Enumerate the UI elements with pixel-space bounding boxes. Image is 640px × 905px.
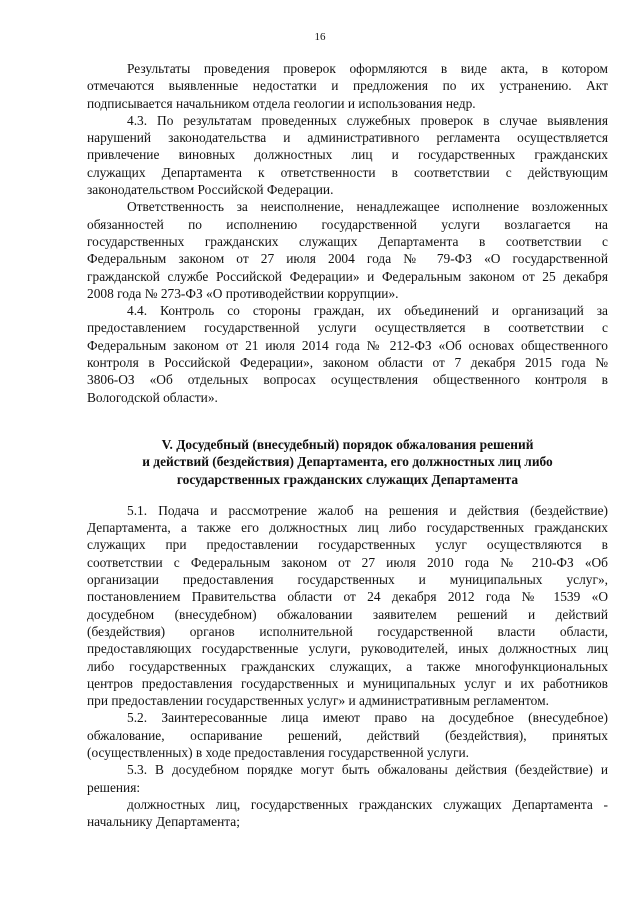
- paragraph-responsibility: [87, 198, 608, 302]
- text-line: нарушений законодательства и административного регламента осуществляется: [87, 130, 608, 146]
- text-line: подписывается начальником отдела геологии и использования недр.: [87, 95, 476, 111]
- heading-line: государственных гражданских служащих Департамента: [176, 471, 519, 487]
- heading-line: и действий (бездействия) Департамента, его должностных лиц либо: [142, 454, 553, 470]
- text-line: организации предоставления государственных и муниципальных услуг»,: [87, 572, 608, 588]
- text-line: отмечаются выявленные недостатки и предложения по их устранению. Акт: [87, 78, 608, 94]
- text-line: соответствии с Федеральным законом от 27 июля 2010 года № 210-ФЗ «Об: [87, 554, 608, 570]
- text-line: должностных лиц, государственных гражданских служащих Департамента -: [127, 796, 608, 812]
- text-line: начальнику Департамента;: [87, 814, 240, 830]
- document-body: [87, 60, 608, 830]
- spacer: [87, 488, 608, 502]
- text-line: привлечение виновных должностных лиц и государственных гражданских: [87, 147, 608, 163]
- text-line: законодательством Российской Федерации.: [87, 182, 334, 198]
- text-line: 5.1. Подача и рассмотрение жалоб на решения и действия (бездействие): [127, 502, 608, 518]
- text-line: 4.4. Контроль со стороны граждан, их объединений и организаций за: [127, 303, 608, 319]
- text-line: обязанностей по исполнению государственной услуги возлагается на: [87, 216, 608, 232]
- text-line: служащих при предоставлении государственных услуг осуществляются в: [87, 537, 608, 553]
- paragraph-4-4: [87, 302, 608, 406]
- text-line: 2008 года № 273-ФЗ «О противодействии коррупции».: [87, 285, 399, 301]
- text-line: служащих Департамента к ответственности в соответствии с действующим: [87, 164, 608, 180]
- text-line: (осуществленных) в ходе предоставления государственной услуги.: [87, 744, 469, 760]
- text-line: обжалование, оспаривание решений, действий (бездействия), принятых: [87, 727, 608, 743]
- text-line: 5.3. В досудебном порядке могут быть обжалованы действия (бездействие) и: [127, 762, 608, 778]
- text-line: Федеральным законом от 21 июля 2014 года № 212-ФЗ «Об основах общественного: [87, 337, 608, 353]
- paragraph-4-3: [87, 112, 608, 198]
- text-line: Федеральным законом от 27 июля 2004 года № 79-ФЗ «О государственной: [87, 251, 608, 267]
- text-line: постановлением Правительства области от 24 декабря 2012 года № 1539 «О: [87, 589, 608, 605]
- list-item: [87, 796, 608, 831]
- text-line: при предоставлении государственных услуг» и административным регламентом.: [87, 693, 549, 709]
- text-line: 3806-ОЗ «Об отдельных вопросах осуществления общественного контроля в: [87, 372, 608, 388]
- text-line: Департамента, а также его должностных лиц либо государственных гражданских: [87, 520, 608, 536]
- text-line: государственных гражданских служащих Департамента в соответствии с: [87, 233, 608, 249]
- paragraph-5-3: [87, 761, 608, 796]
- paragraph-5-2: [87, 709, 608, 761]
- text-line: контроля в Российской Федерации», законом области от 7 декабря 2015 года №: [87, 355, 608, 371]
- section-heading: [87, 436, 608, 488]
- text-line: (бездействия) органов исполнительной государственной власти области,: [87, 623, 608, 639]
- text-line: либо государственных гражданских служащих, а также многофункциональных: [87, 658, 608, 674]
- paragraph-5-1: [87, 502, 608, 710]
- heading-line: V. Досудебный (внесудебный) порядок обжалования решений: [161, 436, 534, 452]
- text-line: 4.3. По результатам проведенных служебных проверок в случае выявления: [127, 112, 608, 128]
- text-line: Ответственность за неисполнение, ненадлежащее исполнение возложенных: [127, 199, 608, 215]
- text-line: Результаты проведения проверок оформляются в виде акта, в котором: [127, 61, 608, 76]
- text-line: решения:: [87, 779, 141, 795]
- text-line: предоставляющих государственные услуги, руководителей, иных должностных лиц: [87, 641, 608, 657]
- text-line: 5.2. Заинтересованные лица имеют право на досудебное (внесудебное): [127, 710, 608, 726]
- paragraph-act-results: [87, 60, 608, 112]
- text-line: досудебном (внесудебном) обжаловании заявителем решений и действий: [87, 606, 608, 622]
- text-line: центров предоставления государственных и муниципальных услуг и их работников: [87, 675, 608, 691]
- spacer: [87, 406, 608, 436]
- text-line: гражданской службе Российской Федерации» и Федеральным законом от 25 декабря: [87, 268, 608, 284]
- page-number: 16: [314, 31, 326, 43]
- text-line: Вологодской области».: [87, 389, 218, 405]
- text-line: предоставлением государственной услуги осуществляется в соответствии с: [87, 320, 608, 336]
